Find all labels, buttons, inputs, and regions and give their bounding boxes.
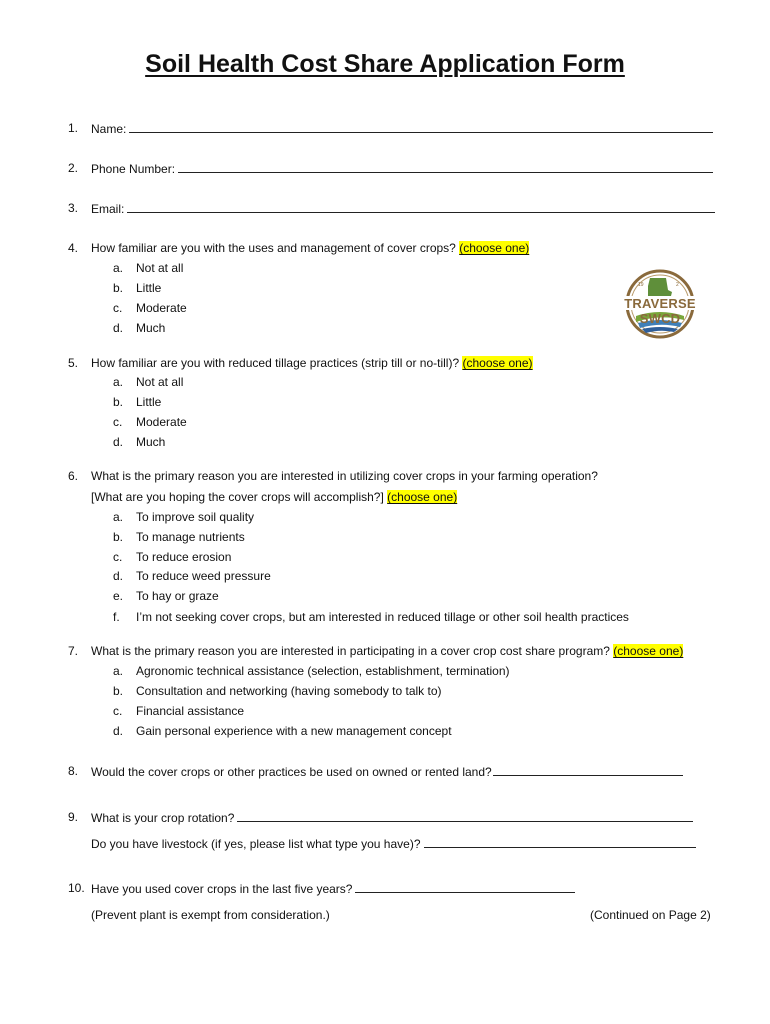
q9-livestock-label: Do you have livestock (if yes, please list what type you have)? (91, 837, 421, 851)
q1-name-field[interactable] (91, 121, 713, 136)
q10-cover-crops-field[interactable] (91, 881, 575, 896)
q6-option-letter: d. (113, 569, 124, 583)
q9-label: What is your crop rotation? (91, 811, 235, 825)
q7-text: What is the primary reason you are interested in participating in a cover crop cost share program? (91, 644, 610, 658)
rotation-blank[interactable] (237, 810, 693, 822)
email-blank[interactable] (127, 201, 715, 213)
q5-text: How familiar are you with reduced tillage practices (strip till or no-till)? (91, 356, 460, 370)
q9-rotation-field[interactable] (91, 810, 693, 825)
q7-option-c[interactable]: Financial assistance (136, 704, 245, 718)
q6-option-d[interactable]: To reduce weed pressure (136, 569, 271, 583)
q7-option-d[interactable]: Gain personal experience with a new management concept (136, 724, 452, 738)
q10-note: (Prevent plant is exempt from consideration.) (91, 908, 330, 922)
continued-note: (Continued on Page 2) (590, 908, 711, 922)
q2-label: Phone Number: (91, 162, 176, 176)
q5-option-c[interactable]: Moderate (136, 415, 187, 429)
livestock-blank[interactable] (424, 836, 696, 848)
q9-livestock-field[interactable] (91, 836, 696, 851)
q7-option-letter: a. (113, 664, 124, 678)
q6-option-e[interactable]: To hay or graze (136, 589, 219, 603)
q5-option-letter: b. (113, 395, 124, 409)
q6-option-letter: f. (113, 610, 120, 624)
q5-option-letter: a. (113, 375, 124, 389)
q8-land-field[interactable] (91, 764, 683, 779)
q6-option-f[interactable]: I’m not seeking cover crops, but am interested in reduced tillage or other soil health practices (136, 610, 629, 624)
q2-number: 2. (68, 161, 79, 175)
q5-question (91, 356, 533, 370)
q4-question (91, 241, 529, 255)
q6-option-letter: a. (113, 510, 124, 524)
q8-label: Would the cover crops or other practices be used on owned or rented land? (91, 765, 492, 779)
q8-number: 8. (68, 764, 79, 778)
q6-question-line2 (91, 490, 457, 504)
q6-option-letter: b. (113, 530, 124, 544)
q3-label: Email: (91, 202, 125, 216)
q5-option-d[interactable]: Much (136, 435, 166, 449)
q10-number: 10. (68, 881, 85, 895)
q7-option-letter: d. (113, 724, 124, 738)
q5-number: 5. (68, 356, 79, 370)
q4-option-letter: d. (113, 321, 124, 335)
traverse-swcd-logo (608, 268, 712, 340)
q6-option-a[interactable]: To improve soil quality (136, 510, 255, 524)
q5-option-a[interactable]: Not at all (136, 375, 184, 389)
q7-option-b[interactable]: Consultation and networking (having somebody to talk to) (136, 684, 442, 698)
q6-question: What is the primary reason you are interested in utilizing cover crops in your farming operation? (91, 469, 598, 483)
logo-year-left: 19 (638, 282, 644, 288)
q4-option-letter: a. (113, 261, 124, 275)
q6-option-letter: e. (113, 589, 124, 603)
q5-option-letter: d. (113, 435, 124, 449)
q1-label: Name: (91, 122, 127, 136)
q6-option-letter: c. (113, 550, 123, 564)
q3-number: 3. (68, 201, 79, 215)
q4-text: How familiar are you with the uses and management of cover crops? (91, 241, 456, 255)
q5-choose-one: (choose one) (462, 356, 533, 370)
q4-number: 4. (68, 241, 79, 255)
q4-choose-one: (choose one) (459, 241, 530, 255)
q2-phone-field[interactable] (91, 161, 713, 176)
q6-choose-one: (choose one) (387, 490, 458, 504)
q7-question (91, 644, 683, 658)
q4-option-d[interactable]: Much (136, 321, 166, 335)
q10-label: Have you used cover crops in the last five years? (91, 882, 353, 896)
q4-option-letter: c. (113, 301, 123, 315)
q7-choose-one: (choose one) (613, 644, 684, 658)
q7-option-letter: c. (113, 704, 123, 718)
q7-option-a[interactable]: Agronomic technical assistance (selection, establishment, termination) (136, 664, 510, 678)
cover-crops-blank[interactable] (355, 881, 575, 893)
q7-option-letter: b. (113, 684, 124, 698)
logo-year-right: 2 (676, 282, 679, 288)
q6-number: 6. (68, 469, 79, 483)
q6-option-c[interactable]: To reduce erosion (136, 550, 232, 564)
q6-text2: [What are you hoping the cover crops will accomplish?] (91, 490, 384, 504)
name-blank[interactable] (129, 121, 713, 133)
q1-number: 1. (68, 121, 79, 135)
q5-option-b[interactable]: Little (136, 395, 162, 409)
q9-number: 9. (68, 810, 79, 824)
logo-text: TRAVERSE SWCD (624, 296, 696, 326)
q4-option-letter: b. (113, 281, 124, 295)
q4-option-b[interactable]: Little (136, 281, 162, 295)
q3-email-field[interactable] (91, 201, 715, 216)
q5-option-letter: c. (113, 415, 123, 429)
q7-number: 7. (68, 644, 79, 658)
page-title: Soil Health Cost Share Application Form (145, 50, 625, 78)
q4-option-c[interactable]: Moderate (136, 301, 187, 315)
phone-blank[interactable] (178, 161, 713, 173)
land-blank[interactable] (493, 764, 683, 776)
q6-option-b[interactable]: To manage nutrients (136, 530, 245, 544)
q4-option-a[interactable]: Not at all (136, 261, 184, 275)
